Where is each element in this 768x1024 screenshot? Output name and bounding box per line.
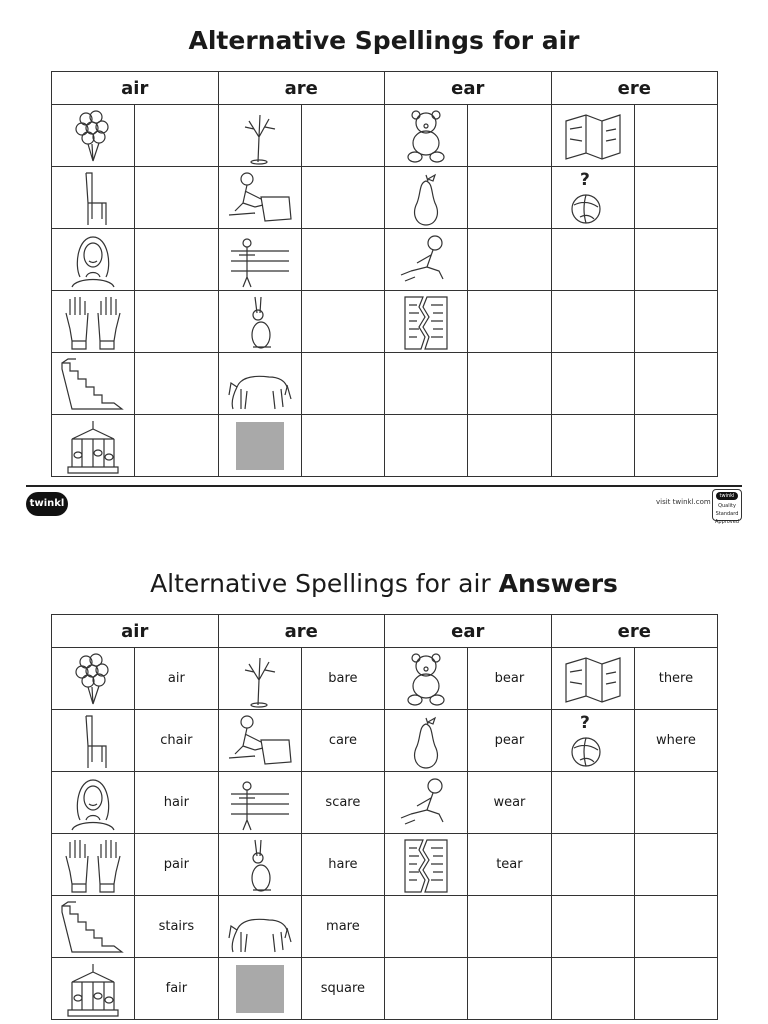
person-caring-icon: [225, 712, 295, 770]
svg-text:?: ?: [579, 712, 590, 733]
answer-cell: mare: [301, 896, 384, 958]
picture-cell: [52, 353, 135, 415]
answer-cell: square: [301, 958, 384, 1020]
hare-icon: [225, 836, 295, 894]
table-row: [52, 291, 718, 353]
picture-cell: [218, 291, 301, 353]
boy-dressing-icon: [391, 774, 461, 832]
picture-cell: [218, 105, 301, 167]
table-row: [52, 710, 718, 772]
gloves-icon: [58, 293, 128, 351]
header-ere: ere: [551, 615, 718, 648]
picture-cell: [218, 710, 301, 772]
picture-cell: [218, 772, 301, 834]
answer-blank-cell[interactable]: [135, 167, 218, 229]
picture-cell: [52, 229, 135, 291]
answer-cell: [634, 958, 717, 1020]
answer-blank-cell[interactable]: [634, 353, 717, 415]
picture-cell: [218, 648, 301, 710]
badge-text: Quality Standard Approved: [715, 503, 739, 525]
header-ear: ear: [385, 615, 552, 648]
table-row: [52, 772, 718, 834]
picture-cell: [218, 415, 301, 477]
balloons-icon: [58, 107, 128, 165]
worksheet-title: Alternative Spellings for air: [188, 26, 580, 55]
answer-blank-cell[interactable]: [634, 105, 717, 167]
answer-cell: pair: [135, 834, 218, 896]
answer-cell: bear: [468, 648, 551, 710]
answer-cell: scare: [301, 772, 384, 834]
picture-cell: [551, 710, 634, 772]
answer-blank-cell[interactable]: [135, 291, 218, 353]
picture-cell: [218, 896, 301, 958]
gray-square-icon: [236, 422, 284, 470]
picture-cell: [385, 710, 468, 772]
picture-cell: [218, 353, 301, 415]
table-row: [52, 167, 718, 229]
header-are: are: [218, 72, 385, 105]
picture-cell: [52, 291, 135, 353]
answer-blank-cell[interactable]: [634, 167, 717, 229]
picture-cell: [52, 710, 135, 772]
picture-cell: [385, 105, 468, 167]
quality-badge: [712, 489, 742, 525]
boy-dressing-icon: [391, 231, 461, 289]
picture-cell: [385, 648, 468, 710]
picture-cell: [52, 167, 135, 229]
table-row: [52, 834, 718, 896]
bare-tree-icon: [225, 650, 295, 708]
header-are: are: [218, 615, 385, 648]
answer-blank-cell[interactable]: [135, 229, 218, 291]
header-air: air: [52, 72, 219, 105]
pear-icon: [391, 712, 461, 770]
globe-question-icon: [558, 169, 628, 227]
picture-cell: [551, 229, 634, 291]
picture-cell: [385, 291, 468, 353]
chair-icon: [58, 169, 128, 227]
answer-blank-cell[interactable]: [301, 167, 384, 229]
picture-cell: [551, 105, 634, 167]
answer-blank-cell[interactable]: [634, 291, 717, 353]
answer-cell: air: [135, 648, 218, 710]
twinkl-logo[interactable]: twinkl: [26, 492, 68, 516]
picture-cell: [551, 648, 634, 710]
answer-blank-cell[interactable]: [301, 353, 384, 415]
picture-cell: [551, 958, 634, 1020]
picture-cell: [551, 896, 634, 958]
scarecrow-field-icon: [225, 774, 295, 832]
answer-cell: stairs: [135, 896, 218, 958]
answers-title-main: Alternative Spellings for air: [150, 569, 491, 598]
carousel-icon: [58, 960, 128, 1018]
stairs-icon: [58, 898, 128, 956]
picture-cell: [551, 415, 634, 477]
picture-cell: [52, 772, 135, 834]
answer-cell: pear: [468, 710, 551, 772]
answer-cell: [634, 834, 717, 896]
answer-blank-cell[interactable]: [468, 229, 551, 291]
carousel-icon: [58, 417, 128, 475]
picture-cell: [385, 896, 468, 958]
answers-table: [51, 614, 718, 1020]
hare-icon: [225, 293, 295, 351]
table-row: [52, 648, 718, 710]
table-row: [52, 105, 718, 167]
map-icon: [558, 107, 628, 165]
footer-divider: [26, 485, 742, 487]
header-air: air: [52, 615, 219, 648]
answer-cell: [634, 896, 717, 958]
picture-cell: [551, 353, 634, 415]
picture-cell: [385, 415, 468, 477]
girl-face-icon: [58, 231, 128, 289]
badge-top: twinkl: [716, 492, 738, 500]
picture-cell: [52, 834, 135, 896]
answer-blank-cell[interactable]: [135, 415, 218, 477]
picture-cell: [551, 167, 634, 229]
answer-cell: where: [634, 710, 717, 772]
horse-icon: [225, 898, 295, 956]
map-icon: [558, 650, 628, 708]
visit-link[interactable]: visit twinkl.com: [656, 498, 711, 506]
table-row: [52, 896, 718, 958]
picture-cell: [385, 772, 468, 834]
answer-blank-cell[interactable]: [135, 353, 218, 415]
answer-blank-cell[interactable]: [301, 229, 384, 291]
answer-blank-cell[interactable]: [468, 415, 551, 477]
table-row: [52, 415, 718, 477]
answer-cell: [468, 958, 551, 1020]
pear-icon: [391, 169, 461, 227]
picture-cell: [52, 896, 135, 958]
answer-cell: care: [301, 710, 384, 772]
answer-cell: [468, 896, 551, 958]
answer-cell: there: [634, 648, 717, 710]
bare-tree-icon: [225, 107, 295, 165]
answer-blank-cell[interactable]: [301, 415, 384, 477]
answers-title-bold: Answers: [498, 569, 618, 598]
answer-cell: hair: [135, 772, 218, 834]
svg-text:?: ?: [579, 169, 590, 190]
horse-icon: [225, 355, 295, 413]
answer-cell: tear: [468, 834, 551, 896]
answer-cell: wear: [468, 772, 551, 834]
answer-blank-cell[interactable]: [468, 291, 551, 353]
picture-cell: [385, 958, 468, 1020]
picture-cell: [52, 415, 135, 477]
teddy-bear-icon: [391, 107, 461, 165]
globe-question-icon: [558, 712, 628, 770]
picture-cell: [52, 105, 135, 167]
picture-cell: [385, 353, 468, 415]
girl-face-icon: [58, 774, 128, 832]
person-caring-icon: [225, 169, 295, 227]
chair-icon: [58, 712, 128, 770]
answer-blank-cell[interactable]: [468, 167, 551, 229]
table-row: [52, 229, 718, 291]
scarecrow-field-icon: [225, 231, 295, 289]
picture-cell: [385, 834, 468, 896]
picture-cell: [385, 167, 468, 229]
answer-blank-cell[interactable]: [468, 353, 551, 415]
table-row: [52, 958, 718, 1020]
gray-square-icon: [236, 965, 284, 1013]
answers-title: [0, 569, 768, 598]
picture-cell: [52, 958, 135, 1020]
answer-cell: [634, 772, 717, 834]
answer-cell: hare: [301, 834, 384, 896]
picture-cell: [218, 229, 301, 291]
gloves-icon: [58, 836, 128, 894]
answer-blank-cell[interactable]: [135, 105, 218, 167]
worksheet-table: [51, 71, 718, 477]
picture-cell: [385, 229, 468, 291]
answer-cell: bare: [301, 648, 384, 710]
balloons-icon: [58, 650, 128, 708]
picture-cell: [52, 648, 135, 710]
picture-cell: [551, 834, 634, 896]
answer-blank-cell[interactable]: [634, 415, 717, 477]
torn-paper-icon: [391, 836, 461, 894]
answer-cell: chair: [135, 710, 218, 772]
table-row: [52, 353, 718, 415]
picture-cell: [218, 834, 301, 896]
header-ere: ere: [551, 72, 718, 105]
teddy-bear-icon: [391, 650, 461, 708]
picture-cell: [218, 167, 301, 229]
answer-blank-cell[interactable]: [468, 105, 551, 167]
answer-cell: fair: [135, 958, 218, 1020]
answer-blank-cell[interactable]: [634, 229, 717, 291]
answer-blank-cell[interactable]: [301, 105, 384, 167]
stairs-icon: [58, 355, 128, 413]
answer-blank-cell[interactable]: [301, 291, 384, 353]
picture-cell: [551, 291, 634, 353]
header-ear: ear: [385, 72, 552, 105]
torn-paper-icon: [391, 293, 461, 351]
picture-cell: [551, 772, 634, 834]
picture-cell: [218, 958, 301, 1020]
